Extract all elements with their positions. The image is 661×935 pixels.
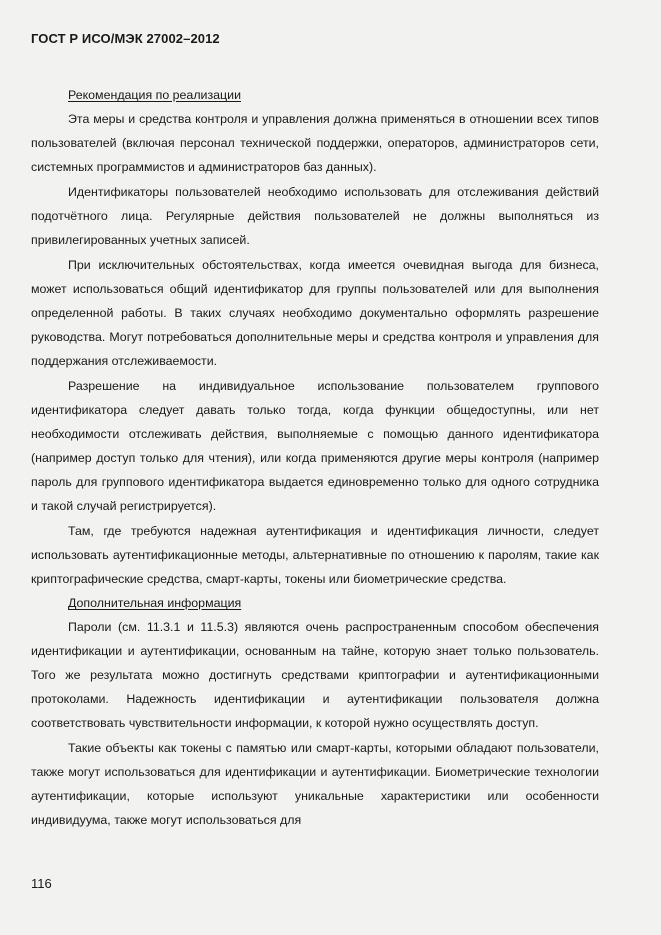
section-heading-implementation: Рекомендация по реализации <box>68 88 241 102</box>
paragraph: Идентификаторы пользователей необходимо использовать для отслеживания действий подотчётного лица. Регулярные действия пользователей не должны выполняться из привилегированных учетных записей. <box>31 185 599 247</box>
standard-header: ГОСТ Р ИСО/МЭК 27002–2012 <box>31 31 220 46</box>
paragraph: Разрешение на индивидуальное использование пользователем группового идентификатора следует давать только тогда, когда функции общедоступны, или нет необходимости отслеживать действия, выполняемые с помощью данного идентификатора (например доступ только для чтения), или когда применяются другие меры контроля (например пароль для группового идентификатора выдается единовременно только для одного сотрудника и такой случай регистрируется). <box>31 379 599 513</box>
paragraph: При исключительных обстоятельствах, когда имеется очевидная выгода для бизнеса, может использоваться общий идентификатор для группы пользователей или для выполнения определенной работы. В таких случаях необходимо документально оформлять разрешение руководства. Могут потребоваться дополнительные меры и средства контроля и управления для поддержания отслеживаемости. <box>31 258 599 368</box>
paragraph: Там, где требуются надежная аутентификация и идентификация личности, следует использовать аутентификационные методы, альтернативные по отношению к паролям, такие как криптографические средства, смарт-карты, токены или биометрические средства. <box>31 524 599 586</box>
paragraph: Такие объекты как токены с памятью или смарт-карты, которыми обладают пользователи, также могут использоваться для идентификации и аутентификации. Биометрические технологии аутентификации, которые используют уникальные характеристики или особенности индивидуума, также могут использоваться для <box>31 741 599 827</box>
document-body <box>31 83 599 832</box>
page-number: 116 <box>31 876 52 891</box>
paragraph: Пароли (см. 11.3.1 и 11.5.3) являются очень распространенным способом обеспечения идентификации и аутентификации, основанным на тайне, которую знает только пользователь. Того же результата можно достигнуть средствами криптографии и аутентификационными протоколами. Надежность идентификации и аутентификации пользователя должна соответствовать чувствительности информации, к которой нужно осуществлять доступ. <box>31 620 599 730</box>
section-heading-additional-info: Дополнительная информация <box>68 596 242 610</box>
paragraph: Эта меры и средства контроля и управления должна применяться в отношении всех типов пользователей (включая персонал технической поддержки, операторов, администраторов сети, системных программистов и администраторов баз данных). <box>31 112 599 174</box>
